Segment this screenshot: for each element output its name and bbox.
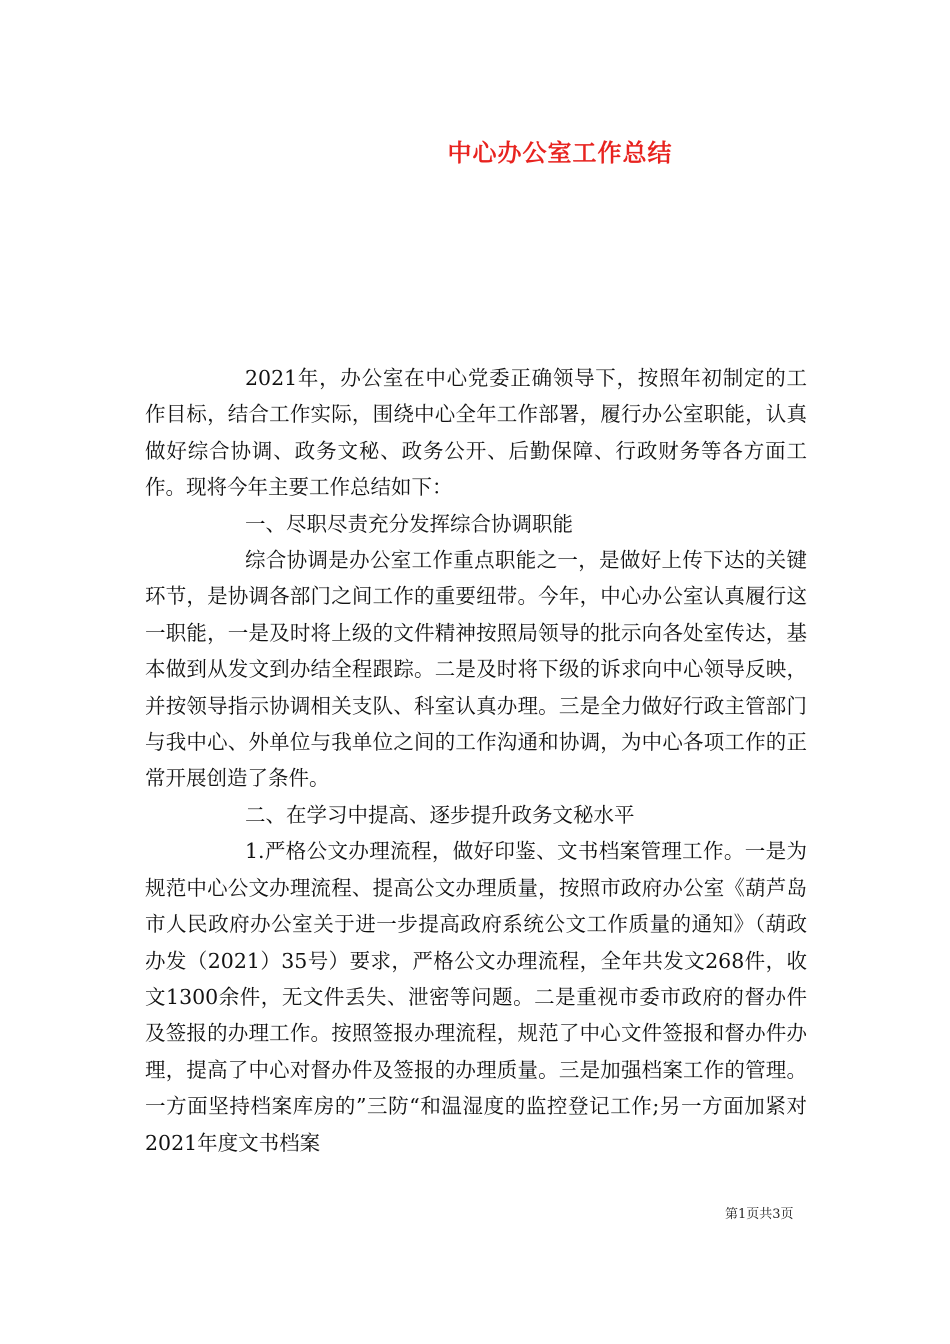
page-number-footer: 第1页共3页	[725, 1207, 794, 1222]
paragraph-intro: 2021年，办公室在中心党委正确领导下，按照年初制定的工作目标，结合工作实际，围绕中心全年工作部署，履行办公室职能，认真做好综合协调、政务文秘、政务公开、后勤保障、行政财务等各方面工作。现将今年主要工作总结如下：	[145, 366, 807, 500]
document-title: 中心办公室工作总结	[447, 138, 673, 167]
section-heading-1: 一、尽职尽责充分发挥综合协调职能	[245, 511, 573, 536]
paragraph-coordination: 综合协调是办公室工作重点职能之一，是做好上传下达的关键环节，是协调各部门之间工作的重要纽带。今年，中心办公室认真履行这一职能，一是及时将上级的文件精神按照局领导的批示向各处室传达，基本做到从发文到办结全程跟踪。二是及时将下级的诉求向中心领导反映，并按领导指示协调相关支队、科室认真办理。三是全力做好行政主管部门与我中心、外单位与我单位之间的工作沟通和协调，为中心各项工作的正常开展创造了条件。	[145, 548, 807, 791]
section-heading-2: 二、在学习中提高、逐步提升政务文秘水平	[245, 802, 635, 827]
paragraph-documents: 1.严格公文办理流程，做好印鉴、文书档案管理工作。一是为规范中心公文办理流程、提高公文办理质量，按照市政府办公室《葫芦岛市人民政府办公室关于进一步提高政府系统公文工作质量的通知》（葫政办发（2021）35号）要求，严格公文办理流程，全年共发文268件，收文1300余件，无文件丢失、泄密等问题。二是重视市委市政府的督办件及签报的办理工作。按照签报办理流程，规范了中心文件签报和督办件办理，提高了中心对督办件及签报的办理质量。三是加强档案工作的管理。一方面坚持档案库房的”三防“和温湿度的监控登记工作;另一方面加紧对2021年度文书档案	[145, 839, 807, 1155]
document-body	[145, 360, 807, 1161]
